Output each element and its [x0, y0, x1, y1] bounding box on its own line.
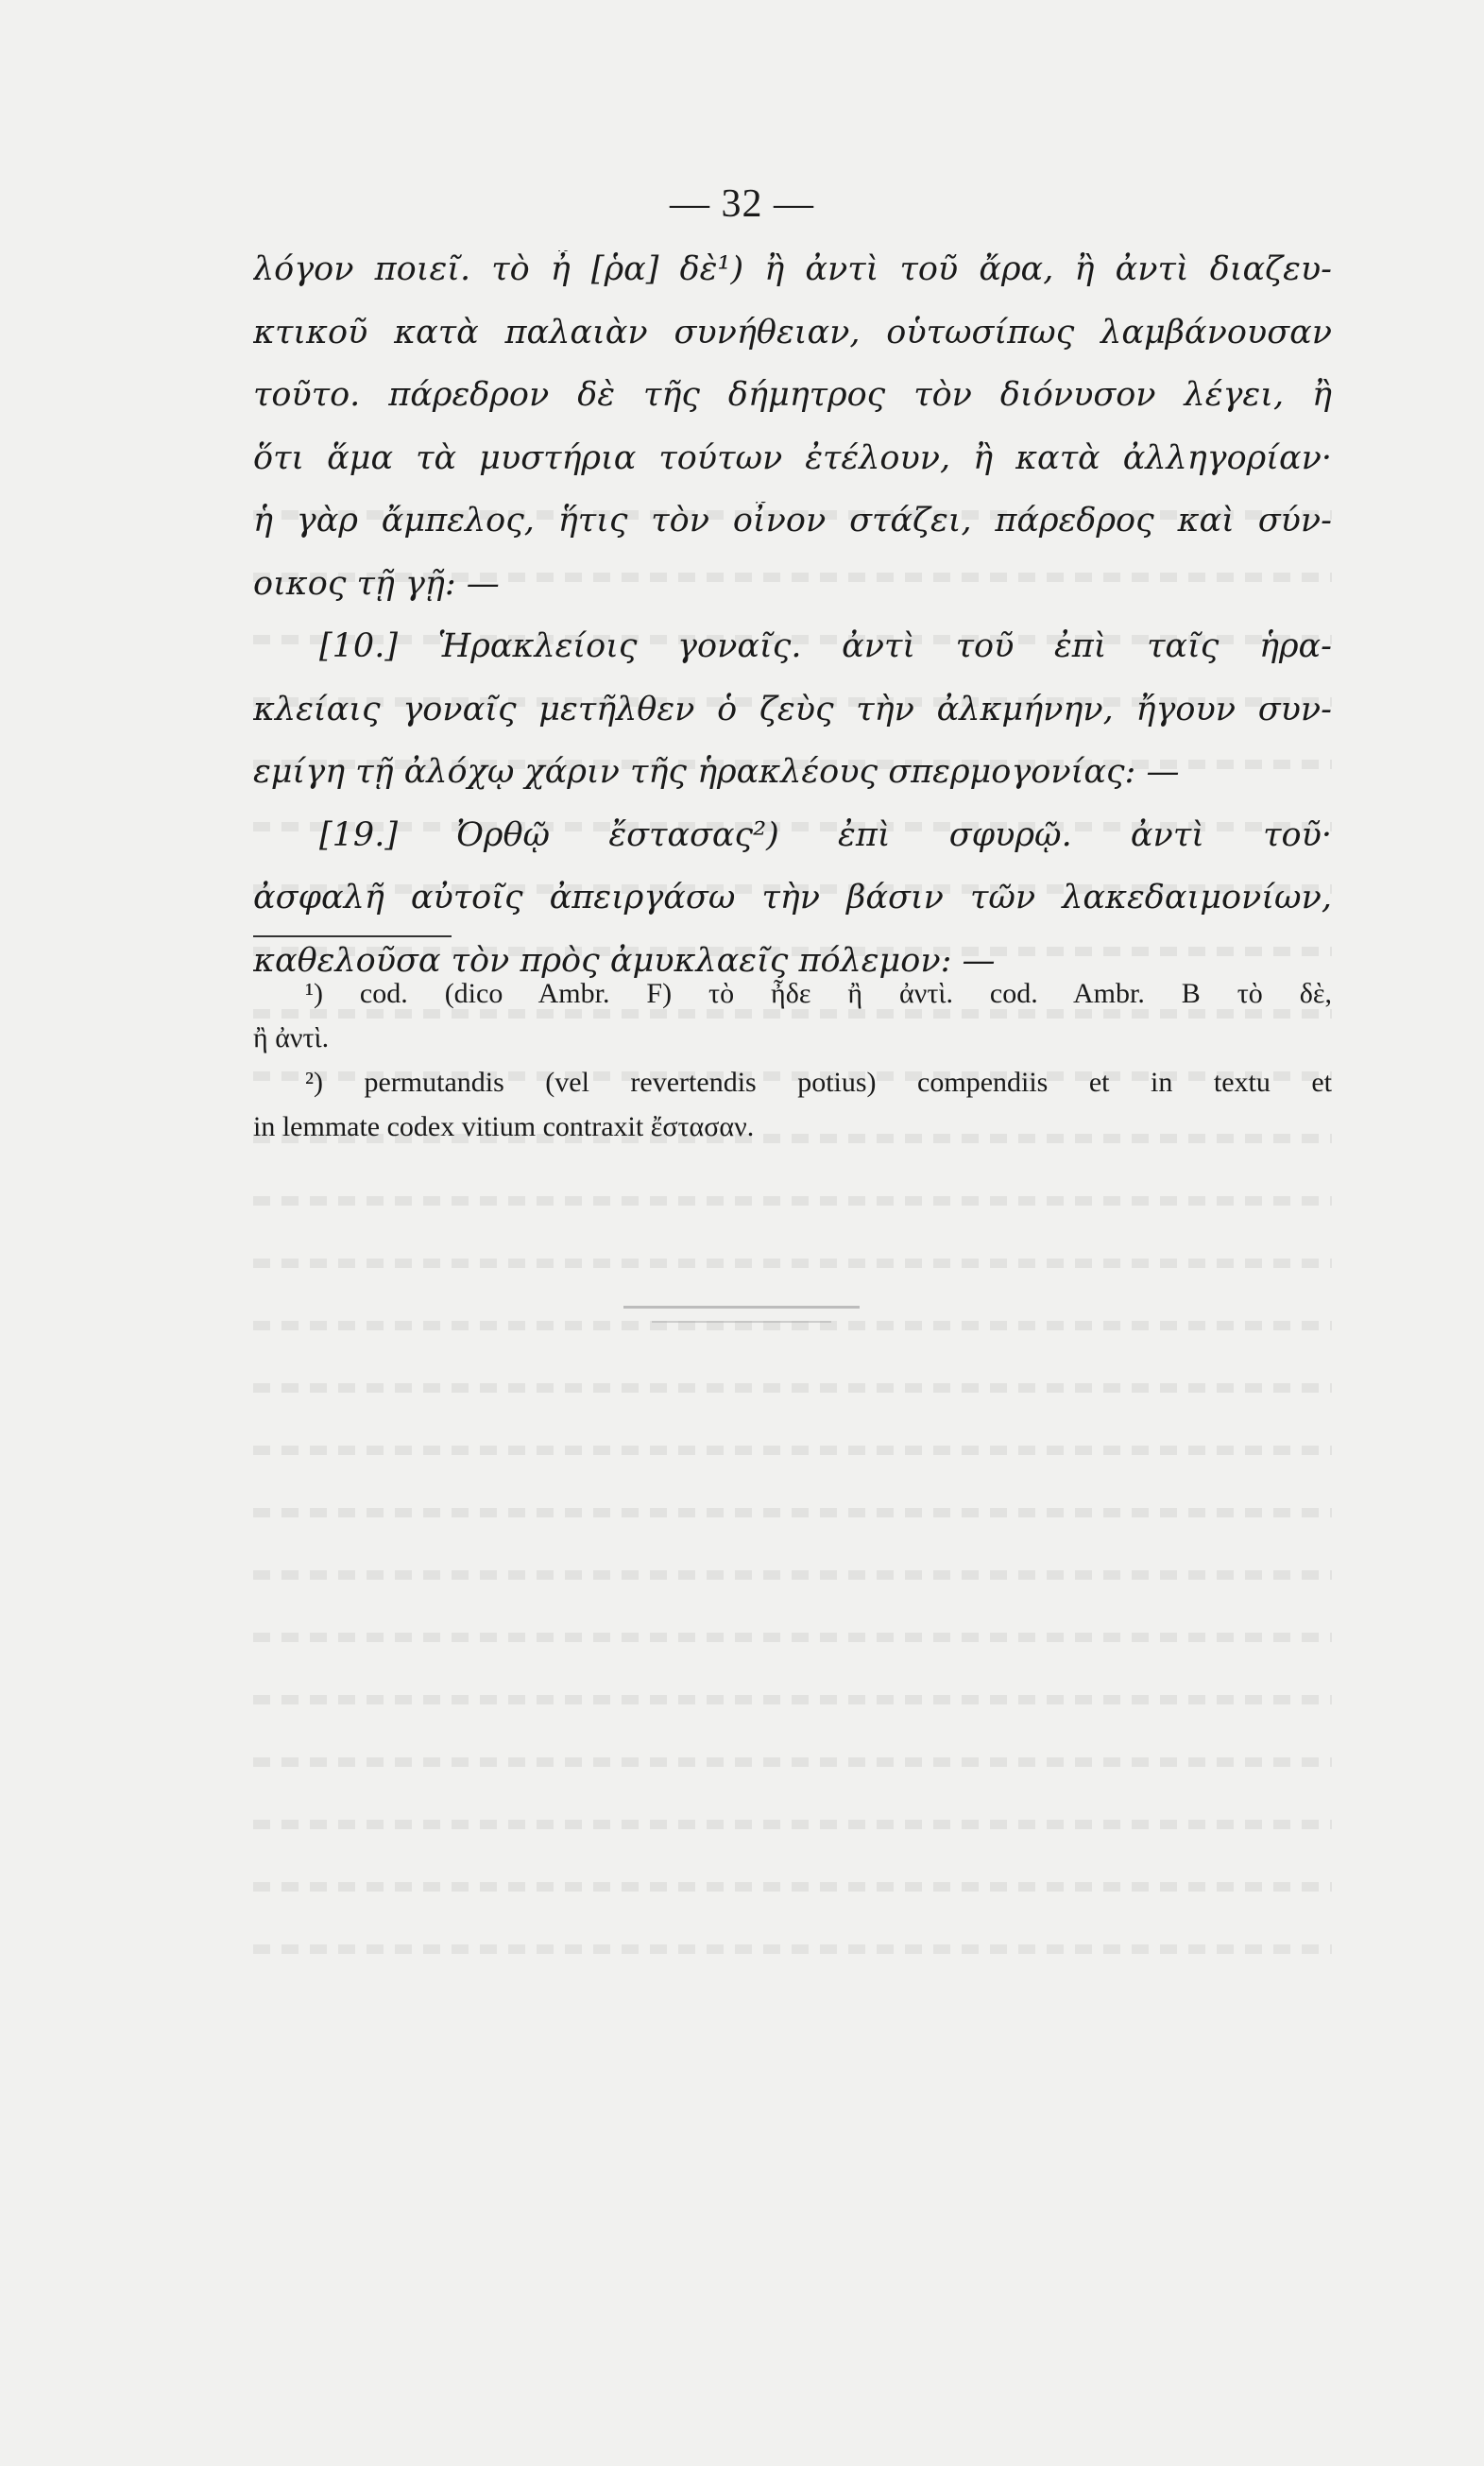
text-line: λόγον ποιεῖ. τὸ ἦ [ῥα] δὲ¹) ἢ ἀντὶ τοῦ ἄρα, ἢ ἀντὶ διαζευ- — [253, 250, 1332, 288]
text-line: οικος τῇ γῇ: — — [253, 564, 500, 603]
footnote-line: in lemmate codex vitium contraxit ἔστασαν. — [253, 1111, 755, 1142]
text-line-lemma: [19.] Ὀρθῷ ἔστασας²) ἐπὶ σφυρῷ. ἀντὶ τοῦ· — [319, 815, 1332, 854]
footnotes — [253, 978, 1332, 1156]
text-line: ἡ γὰρ ἄμπελος, ἥτις τὸν οἶνον στάζει, πάρεδρος καὶ σύν- — [253, 502, 1332, 539]
footnote-line: ¹) cod. (dico Ambr. F) τὸ ἦδε ἢ ἀντὶ. cod. Ambr. B τὸ δὲ, — [305, 978, 1332, 1009]
text-line: κτικοῦ κατὰ παλαιὰν συνήθειαν, οὑτωσίπως λαμβάνουσαν — [253, 313, 1332, 351]
text-line: ὅτι ἅμα τὰ μυστήρια τούτων ἐτέλουν, ἢ κατὰ ἀλληγορίαν· — [253, 438, 1332, 477]
text-line: κλείαις γοναῖς μετῆλθεν ὁ ζεὺς τὴν ἀλκμήνην, ἤγουν συν- — [253, 690, 1332, 728]
text-line: καθελοῦσα τὸν πρὸς ἀμυκλαεῖς πόλεμον: — — [253, 941, 996, 980]
main-text — [253, 250, 1332, 1004]
footnote-divider — [253, 935, 452, 937]
page-number: — 32 — — [670, 182, 814, 226]
bleed-through-rule — [623, 1306, 860, 1309]
text-line: ἀσφαλῆ αὐτοῖς ἀπειργάσω τὴν βάσιν τῶν λακεδαιμονίων, — [253, 879, 1332, 916]
text-line: εμίγη τῇ ἀλόχῳ χάριν τῆς ἡρακλέους σπερμογονίας: — — [253, 753, 1180, 791]
text-line-lemma: [10.] Ἡρακλείοις γοναῖς. ἀντὶ τοῦ ἐπὶ ταῖς ἡρα- — [319, 627, 1332, 665]
text-line: τοῦτο. πάρεδρον δὲ τῆς δήμητρος τὸν διόνυσον λέγει, ἢ — [253, 376, 1332, 414]
footnote-line: ἢ ἀντὶ. — [253, 1022, 330, 1053]
footnote-line: ²) permutandis (vel revertendis potius) compendiis et in textu et — [305, 1067, 1332, 1098]
bleed-through-rule-secondary — [652, 1321, 831, 1323]
